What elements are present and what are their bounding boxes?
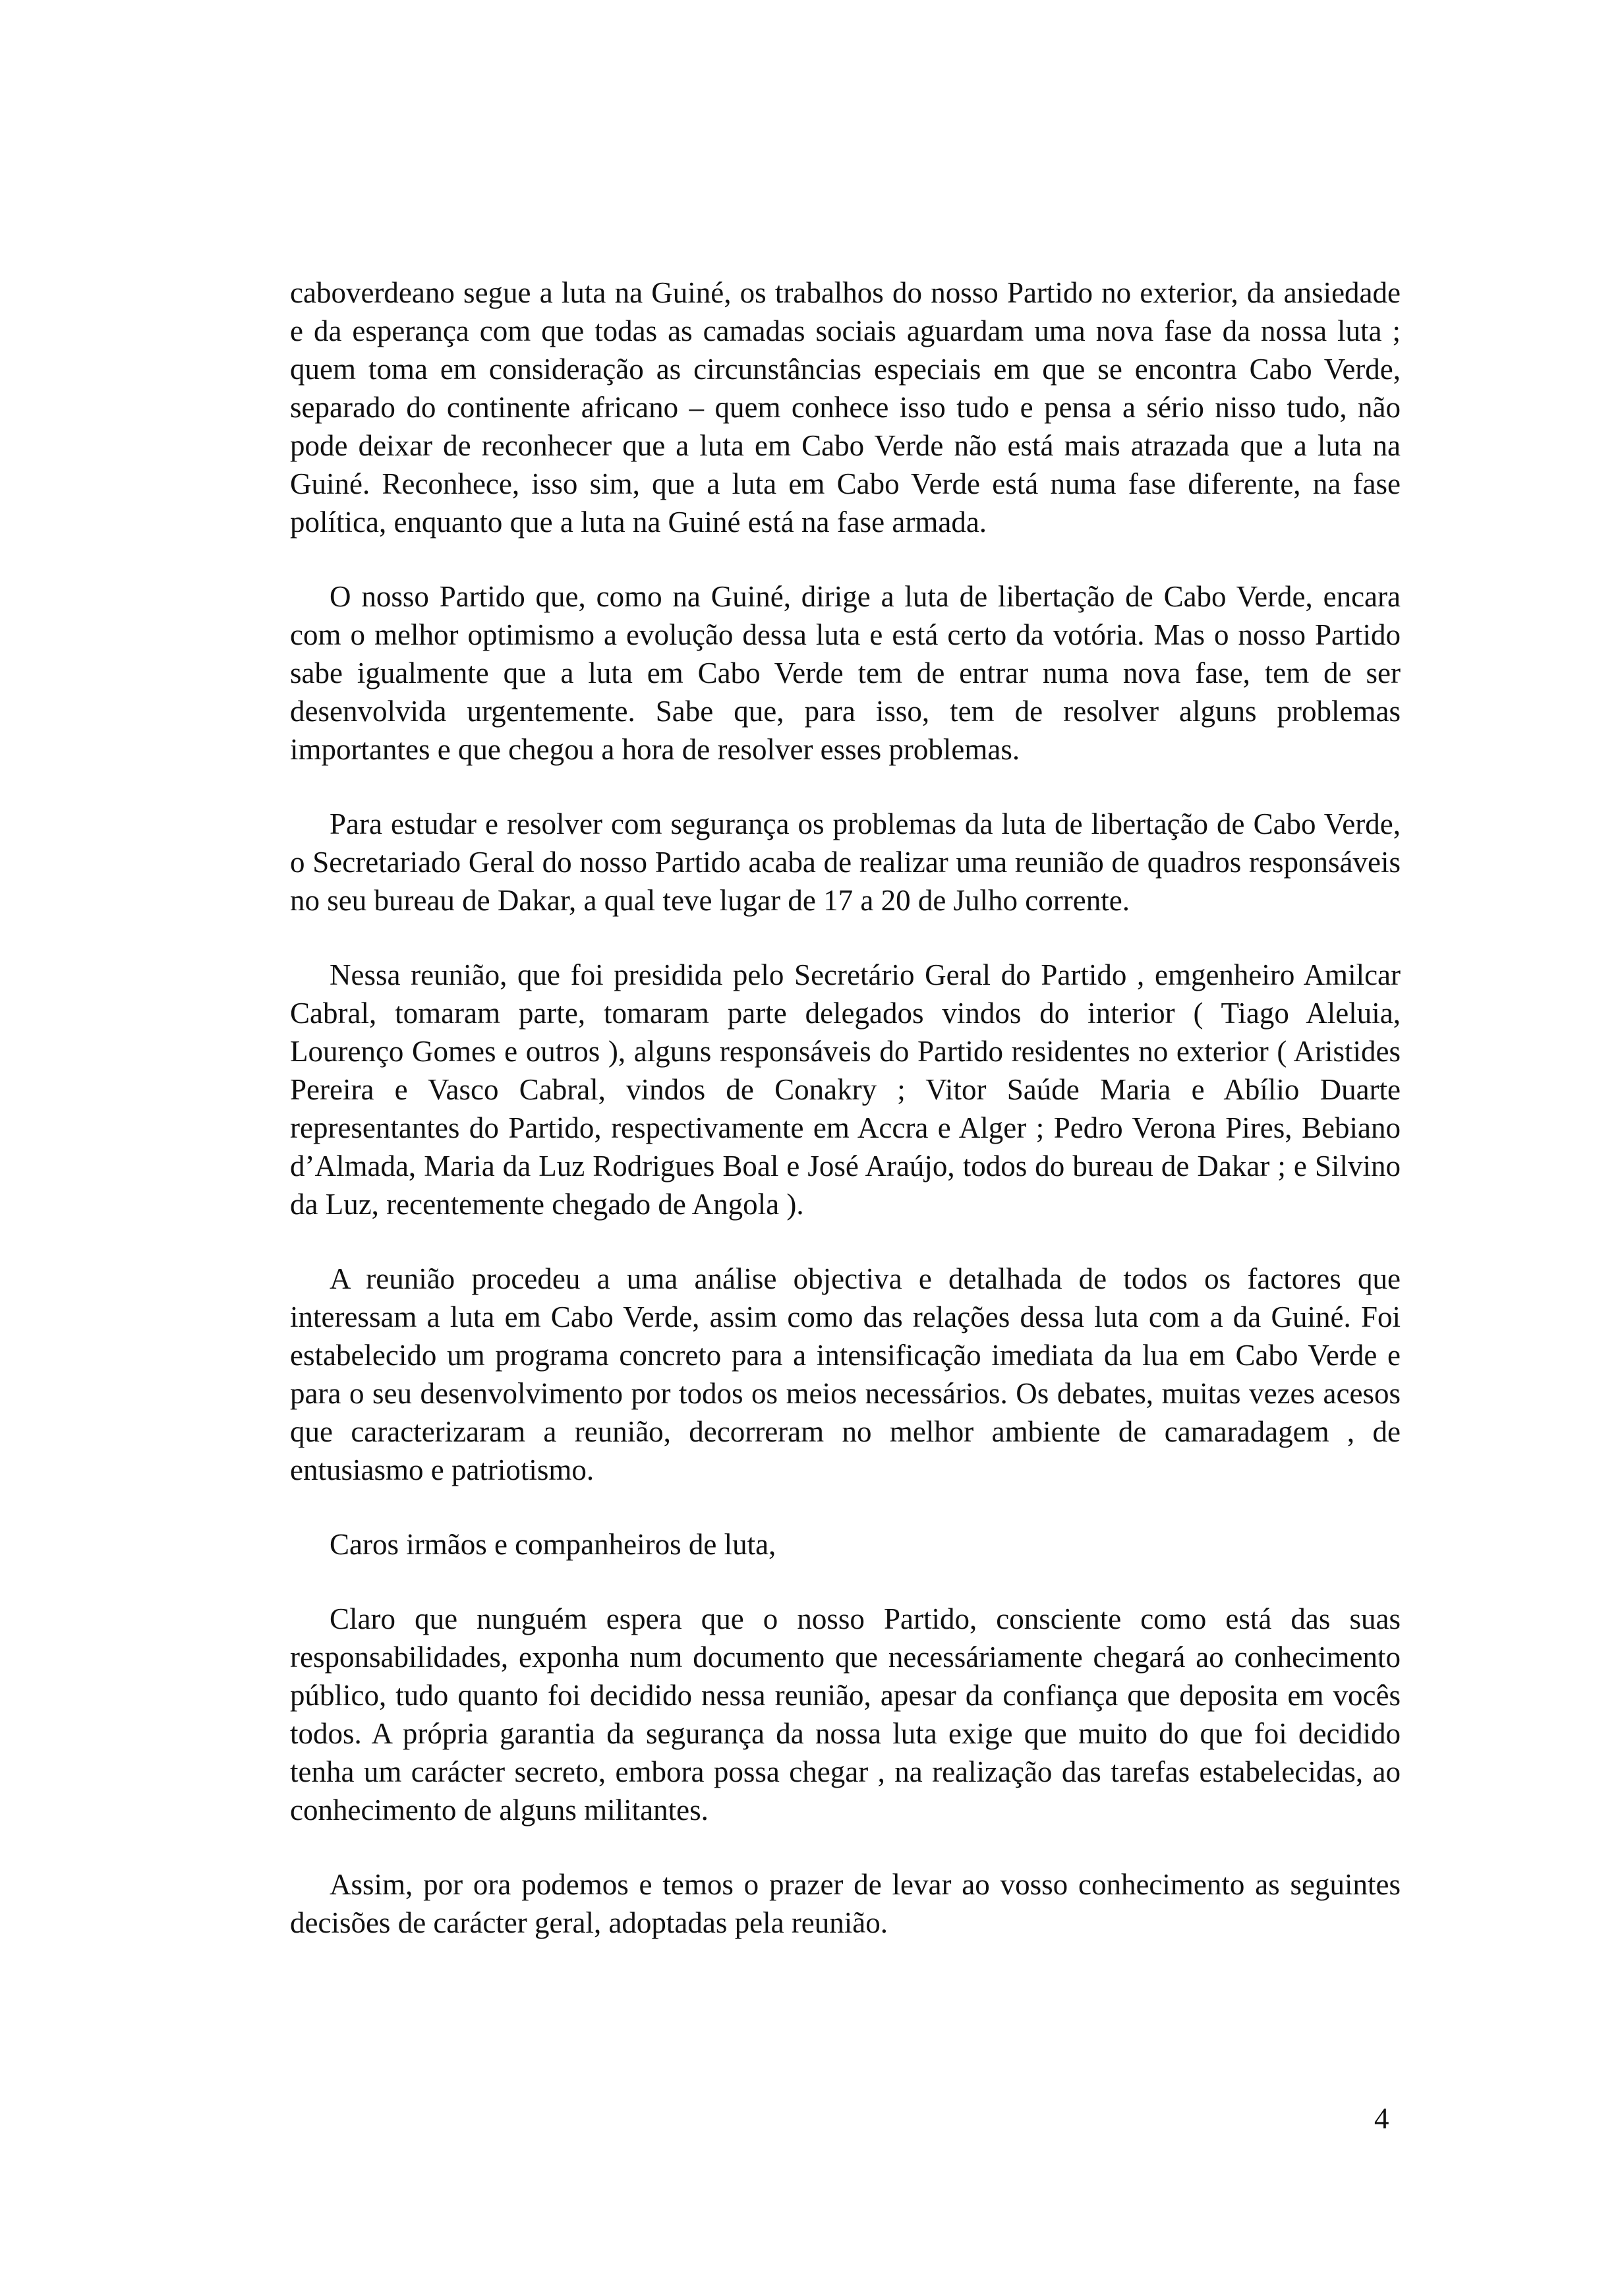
- paragraph-8: Assim, por ora podemos e temos o prazer de levar ao vosso conhecimento as seguintes decisões de carácter geral, adoptadas pela reunião.: [290, 1868, 1401, 1939]
- paragraph-1: caboverdeano segue a luta na Guiné, os trabalhos do nosso Partido no exterior, da ansiedade e da esperança com que todas as camadas sociais aguardam uma nova fase da nossa luta ; quem toma em consideração as circunstâncias especiais em que se encontra Cabo Verde, separado do continente africano – quem conhece isso tudo e pensa a sério nisso tudo, não pode deixar de reconhecer que a luta em Cabo Verde não está mais atrazada que a luta na Guiné. Reconhece, isso sim, que a luta em Cabo Verde está numa fase diferente, na fase política, enquanto que a luta na Guiné está na fase armada.: [290, 276, 1401, 539]
- paragraph-4: Nessa reunião, que foi presidida pelo Secretário Geral do Partido , emgenheiro Amilcar Cabral, tomaram parte, tomaram parte delegados vindos do interior ( Tiago Aleluia, Lourenço Gomes e outros ), alguns responsáveis do Partido residentes no exterior ( Aristides Pereira e Vasco Cabral, vindos de Conakry ; Vitor Saúde Maria e Abílio Duarte representantes do Partido, respectivamente em Accra e Alger ; Pedro Verona Pires, Bebiano d’Almada, Maria da Luz Rodrigues Boal e José Araújo, todos do bureau de Dakar ; e Silvino da Luz, recentemente chegado de Angola ).: [290, 958, 1401, 1221]
- paragraph-5: A reunião procedeu a uma análise objectiva e detalhada de todos os factores que interessam a luta em Cabo Verde, assim como das relações dessa luta com a da Guiné. Foi estabelecido um programa concreto para a intensificação imediata da lua em Cabo Verde e para o seu desenvolvimento por todos os meios necessários. Os debates, muitas vezes acesos que caracterizaram a reunião, decorreram no melhor ambiente de camaradagem , de entusiasmo e patriotismo.: [290, 1262, 1401, 1486]
- paragraph-salutation: Caros irmãos e companheiros de luta,: [330, 1528, 776, 1561]
- paragraph-7: Claro que nunguém espera que o nosso Partido, consciente como está das suas responsabilidades, exponha num documento que necessáriamente chegará ao conhecimento público, tudo quanto foi decidido nessa reunião, apesar da confiança que deposita em vocês todos. A própria garantia da segurança da nossa luta exige que muito do que foi decidido tenha um carácter secreto, embora possa chegar , na realização das tarefas estabelecidas, ao conhecimento de alguns militantes.: [290, 1602, 1401, 1826]
- paragraph-3: Para estudar e resolver com segurança os problemas da luta de libertação de Cabo Verde, o Secretariado Geral do nosso Partido acaba de realizar uma reunião de quadros responsáveis no seu bureau de Dakar, a qual teve lugar de 17 a 20 de Julho corrente.: [290, 807, 1401, 917]
- page-number: 4: [1374, 2102, 1389, 2135]
- paragraph-2: O nosso Partido que, como na Guiné, dirige a luta de libertação de Cabo Verde, encara com o melhor optimismo a evolução dessa luta e está certo da votória. Mas o nosso Partido sabe igualmente que a luta em Cabo Verde tem de entrar numa nova fase, tem de ser desenvolvida urgentemente. Sabe que, para isso, tem de resolver alguns problemas importantes e que chegou a hora de resolver esses problemas.: [290, 580, 1401, 766]
- body-text: [290, 274, 1401, 1978]
